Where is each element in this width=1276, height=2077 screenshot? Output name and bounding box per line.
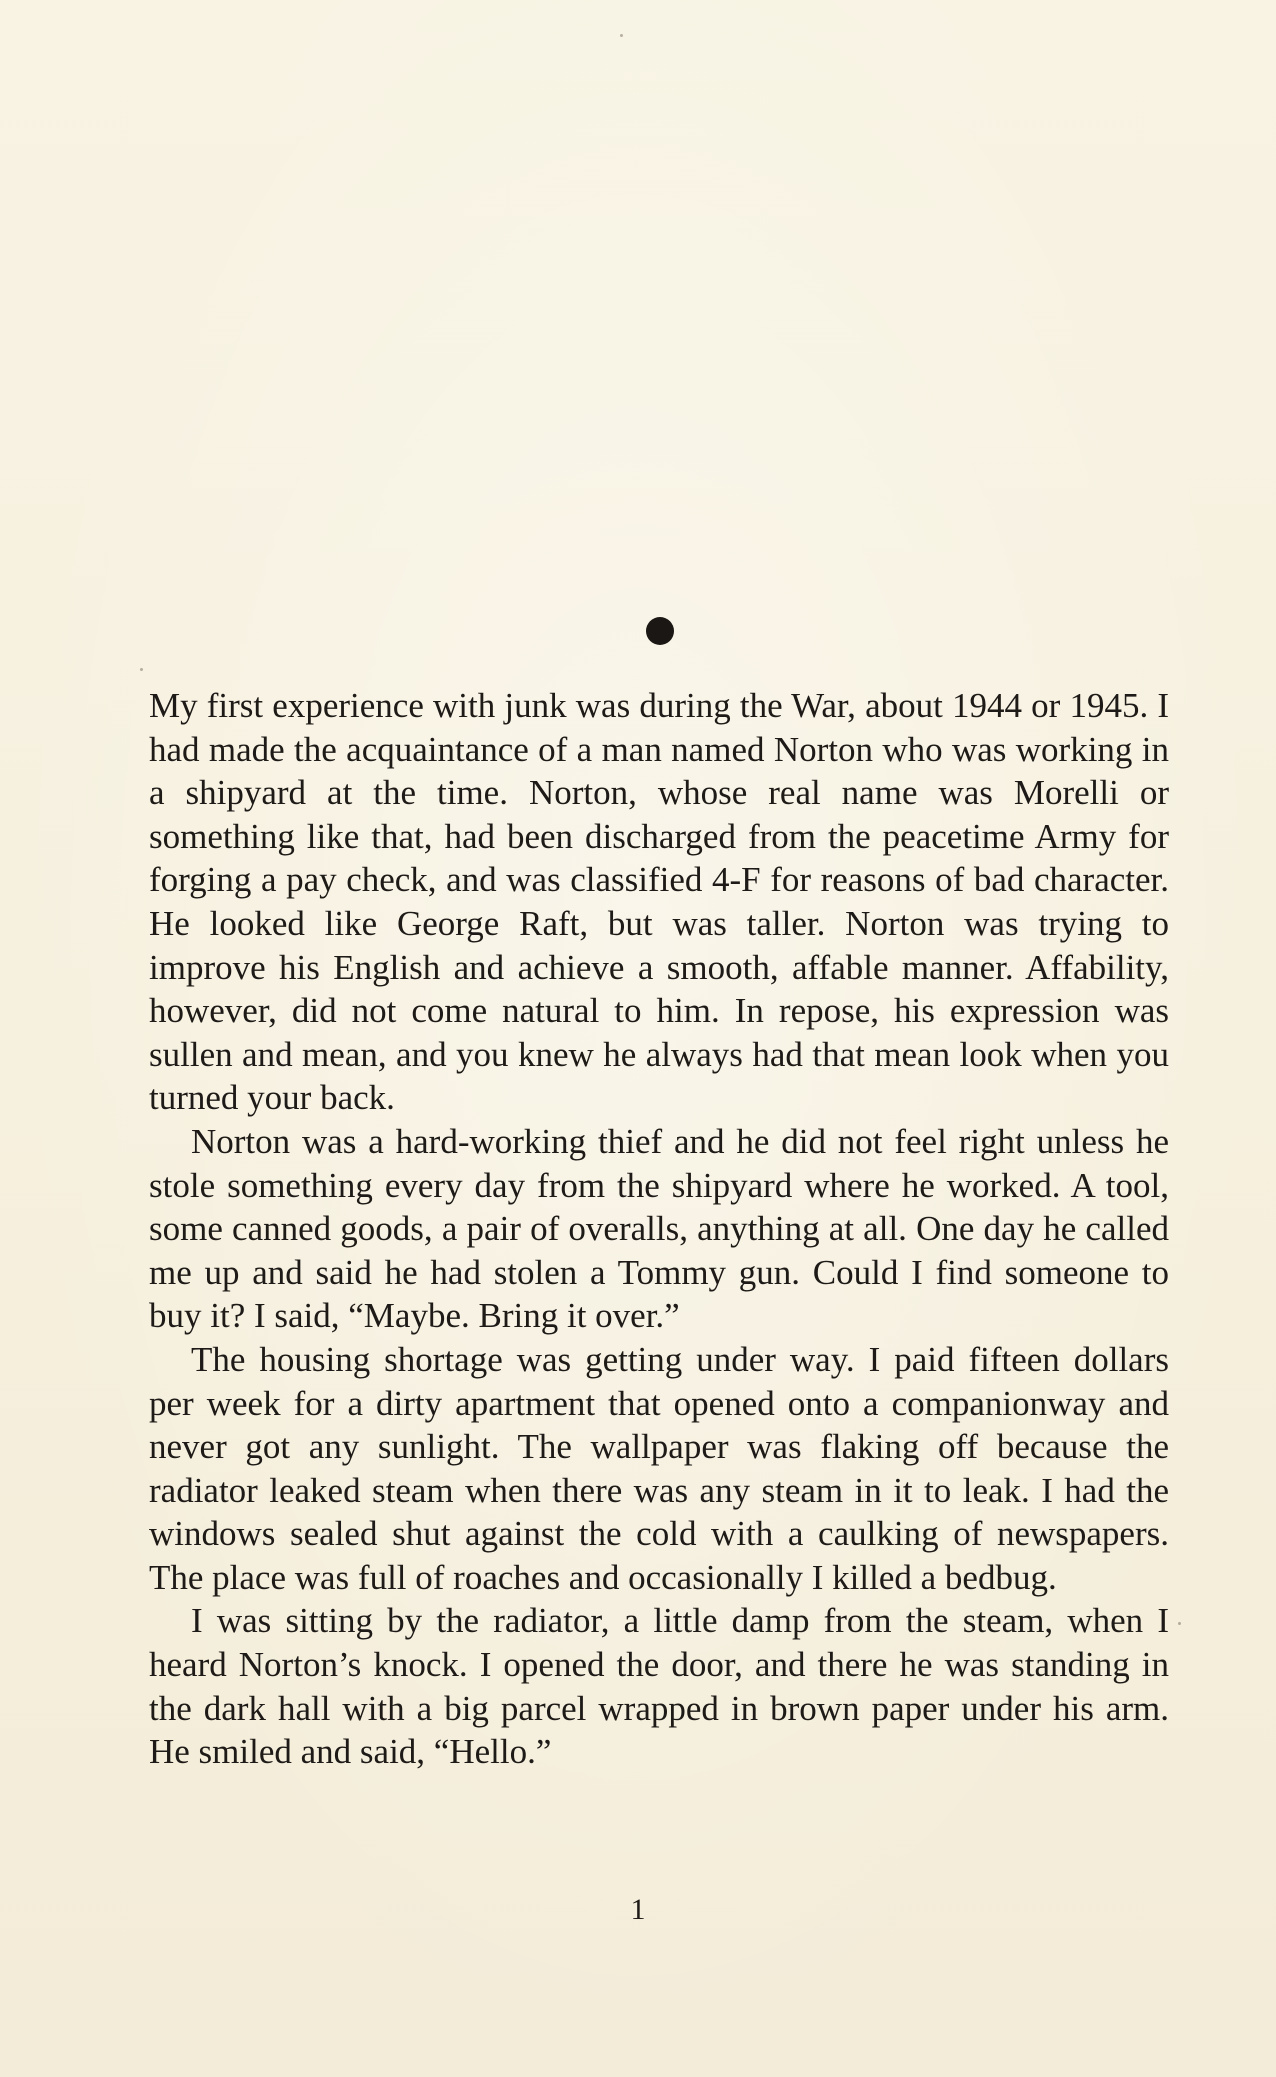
bullet-ornament-icon xyxy=(646,617,674,645)
paper-speck xyxy=(140,668,143,671)
paragraph-3: The housing shortage was getting under way. I paid fifteen dollars per week for a dirty apartment that opened onto a companionway and never got any sunlight. The wallpaper was flaking off because the radiator leaked steam when there was any steam in it to leak. I had the windows sealed shut against the cold with a caulking of newspapers. The place was full of roaches and occasionally I killed a bedbug. xyxy=(149,1339,1169,1597)
paragraph-4: I was sitting by the radiator, a little damp from the steam, when I heard Norton’s knock. I opened the door, and there he was standing in the dark hall with a big parcel wrapped in brown paper under his arm. He smiled and said, “Hello.” xyxy=(149,1601,1169,1772)
paragraph-2: Norton was a hard-working thief and he did not feel right unless he stole something every day from the shipyard where he worked. A tool, some canned goods, a pair of overalls, anything at all. One day he called me up and said he had stolen a Tommy gun. Could I find someone to buy it? I said, “Maybe. Bring it over.” xyxy=(149,1121,1169,1336)
body-text xyxy=(149,684,1169,1774)
paper-speck xyxy=(620,34,623,37)
paper-speck xyxy=(1178,1622,1181,1625)
paragraph-1: My first experience with junk was during the War, about 1944 or 1945. I had made the acquaintance of a man named Norton who was working in a shipyard at the time. Norton, whose real name was Morelli or something like that, had been discharged from the peacetime Army for forging a pay check, and was classified 4-F for reasons of bad character. He looked like George Raft, but was taller. Norton was trying to improve his English and achieve a smooth, affable manner. Affability, however, did not come natural to him. In repose, his expression was sullen and mean, and you knew he always had that mean look when you turned your back. xyxy=(149,686,1169,1118)
page-number: 1 xyxy=(630,1893,646,1926)
